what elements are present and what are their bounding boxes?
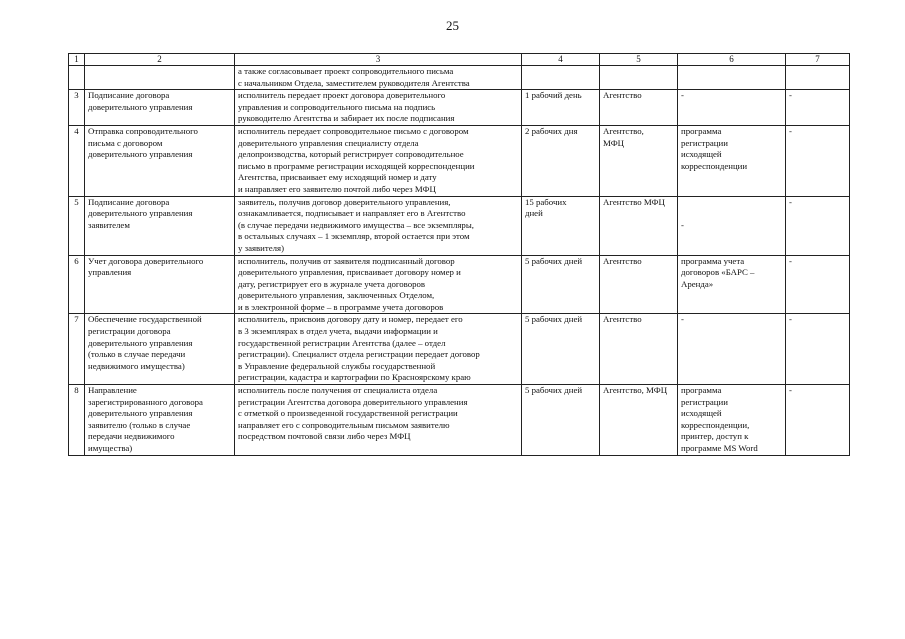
- step-number-text: 4: [74, 125, 79, 136]
- executor-cell: [600, 66, 678, 90]
- action-text: исполнитель после получения от специалиста отдела регистрации Агентства договора доверительного управления с отметкой о произведенной государственной регистрации направляет его с сопроводительным письмом заявителю посредством почтовой связи либо через МФЦ: [238, 385, 468, 442]
- term-cell: [522, 66, 600, 90]
- result-text: -: [789, 125, 792, 136]
- executor-text: Агентство МФЦ: [603, 196, 665, 207]
- table-row: [69, 255, 850, 314]
- executor-text: Агентство, МФЦ: [603, 125, 644, 148]
- result-text: -: [789, 314, 792, 325]
- step-name-text: Учет договора доверительного управления: [88, 255, 204, 278]
- term-cell: [522, 385, 600, 456]
- step-name-text: Отправка сопроводительного письма с договором доверительного управления: [88, 125, 198, 160]
- system-cell: [678, 90, 786, 126]
- table-row: [69, 385, 850, 456]
- table-row: [69, 125, 850, 196]
- action-cell: [235, 66, 522, 90]
- action-cell: [235, 385, 522, 456]
- result-cell: [786, 125, 850, 196]
- term-text: 2 рабочих дня: [525, 125, 578, 136]
- step-name-cell: [85, 385, 235, 456]
- action-cell: [235, 196, 522, 255]
- system-text: -: [681, 90, 684, 101]
- step-number-cell: [69, 90, 85, 126]
- column-number: 4: [522, 54, 600, 66]
- system-cell: [678, 314, 786, 385]
- system-text: программа регистрации исходящей корреспонденции, принтер, доступ к программе MS Word: [681, 385, 758, 453]
- table-row: [69, 66, 850, 90]
- step-number-cell: [69, 255, 85, 314]
- page-number: 25: [446, 18, 459, 33]
- step-number-cell: [69, 385, 85, 456]
- action-text: а также согласовывает проект сопроводительного письма с начальником Отдела, заместителем руководителя Агентства: [238, 66, 470, 88]
- step-name-cell: [85, 196, 235, 255]
- executor-text: Агентство: [603, 314, 642, 325]
- system-text: -: [681, 314, 684, 325]
- procedure-table: [68, 53, 850, 456]
- step-name-text: Подписание договора доверительного управления заявителем: [88, 196, 193, 230]
- action-cell: [235, 125, 522, 196]
- action-cell: [235, 255, 522, 314]
- executor-text: Агентство: [603, 90, 642, 101]
- result-text: -: [789, 196, 792, 207]
- step-name-cell: [85, 90, 235, 126]
- table-row: [69, 314, 850, 385]
- step-number-cell: [69, 125, 85, 196]
- step-number-text: 5: [74, 196, 79, 207]
- result-cell: [786, 66, 850, 90]
- executor-cell: [600, 385, 678, 456]
- step-number-text: 6: [74, 255, 79, 266]
- term-cell: [522, 90, 600, 126]
- term-text: 5 рабочих дней: [525, 255, 583, 266]
- result-text: -: [789, 385, 792, 396]
- column-number: 5: [600, 54, 678, 66]
- action-cell: [235, 314, 522, 385]
- executor-text: Агентство: [603, 255, 642, 266]
- action-text: исполнитель передает сопроводительное письмо с договором доверительного управления специалисту отдела делопроизводства, который регистрирует сопроводительное письмо в программе регистрации исходящей корреспонденции Агентства, присваивает ему исходящий номер и дату и направляет его заявителю почтой либо через МФЦ: [238, 125, 475, 194]
- result-cell: [786, 90, 850, 126]
- system-cell: [678, 196, 786, 255]
- system-cell: [678, 66, 786, 90]
- system-cell: [678, 125, 786, 196]
- step-number-cell: [69, 196, 85, 255]
- step-number-cell: [69, 314, 85, 385]
- term-cell: [522, 314, 600, 385]
- step-name-text: Направление зарегистрированного договора доверительного управления заявителю (только в случае передачи недвижимого имущества): [88, 385, 203, 453]
- result-cell: [786, 314, 850, 385]
- term-cell: [522, 255, 600, 314]
- step-number-text: 3: [74, 90, 79, 101]
- step-name-cell: [85, 255, 235, 314]
- action-text: исполнитель передает проект договора доверительного управления и сопроводительного письма на подпись руководителю Агентства и забирает их после подписания: [238, 90, 455, 124]
- executor-cell: [600, 125, 678, 196]
- term-cell: [522, 125, 600, 196]
- executor-cell: [600, 90, 678, 126]
- term-cell: [522, 196, 600, 255]
- result-cell: [786, 255, 850, 314]
- step-number-cell: [69, 66, 85, 90]
- system-cell: [678, 385, 786, 456]
- column-number: 1: [69, 54, 85, 66]
- column-number: 7: [786, 54, 850, 66]
- step-name-cell: [85, 66, 235, 90]
- result-cell: [786, 196, 850, 255]
- table-row: [69, 90, 850, 126]
- executor-cell: [600, 255, 678, 314]
- step-name-text: Обеспечение государственной регистрации договора доверительного управления (только в случае передачи недвижимого имущества): [88, 314, 202, 371]
- step-number-text: 7: [74, 314, 79, 325]
- step-name-cell: [85, 314, 235, 385]
- column-number: 6: [678, 54, 786, 66]
- executor-text: Агентство, МФЦ: [603, 385, 668, 396]
- system-text: программа регистрации исходящей корреспонденции: [681, 125, 748, 171]
- executor-cell: [600, 314, 678, 385]
- term-text: 1 рабочий день: [525, 90, 582, 101]
- step-number-text: 8: [74, 385, 79, 396]
- action-text: исполнитель, присвоив договору дату и номер, передает его в 3 экземплярах в отдел учета, выдачи информации и государственной регистрации Агентства (далее – отдел регистрации). Специалист отдела регистрации передает договор в Управление федеральной службы государственной регистрации, кадастра и картографии по Красноярскому краю: [238, 314, 480, 383]
- term-text: 5 рабочих дней: [525, 385, 583, 396]
- step-name-text: Подписание договора доверительного управления: [88, 90, 193, 112]
- term-text: 15 рабочих дней: [525, 196, 567, 219]
- action-text: заявитель, получив договор доверительного управления, ознакамливается, подписывает и направляет его в Агентство (в случае передачи недвижимого имущества – все экземпляры, в остальных случаях – 1 экземпляр, второй остается при этом у заявителя): [238, 196, 474, 253]
- column-number: 3: [235, 54, 522, 66]
- result-text: -: [789, 90, 792, 101]
- system-text: программа учета договоров «БАРС – Аренда»: [681, 255, 755, 289]
- step-name-cell: [85, 125, 235, 196]
- column-number: 2: [85, 54, 235, 66]
- action-text: исполнитель, получив от заявителя подписанный договор доверительного управления, присваивает договору номер и дату, регистрирует его в журнале учета договоров доверительного управления, заключенных Отделом, и в электронной форме – в программе учета договоров: [238, 255, 461, 312]
- action-cell: [235, 90, 522, 126]
- term-text: 5 рабочих дней: [525, 314, 583, 325]
- column-number-row: [69, 54, 850, 66]
- table-row: [69, 196, 850, 255]
- system-cell: [678, 255, 786, 314]
- executor-cell: [600, 196, 678, 255]
- system-text: -: [681, 219, 684, 230]
- result-text: -: [789, 255, 792, 266]
- result-cell: [786, 385, 850, 456]
